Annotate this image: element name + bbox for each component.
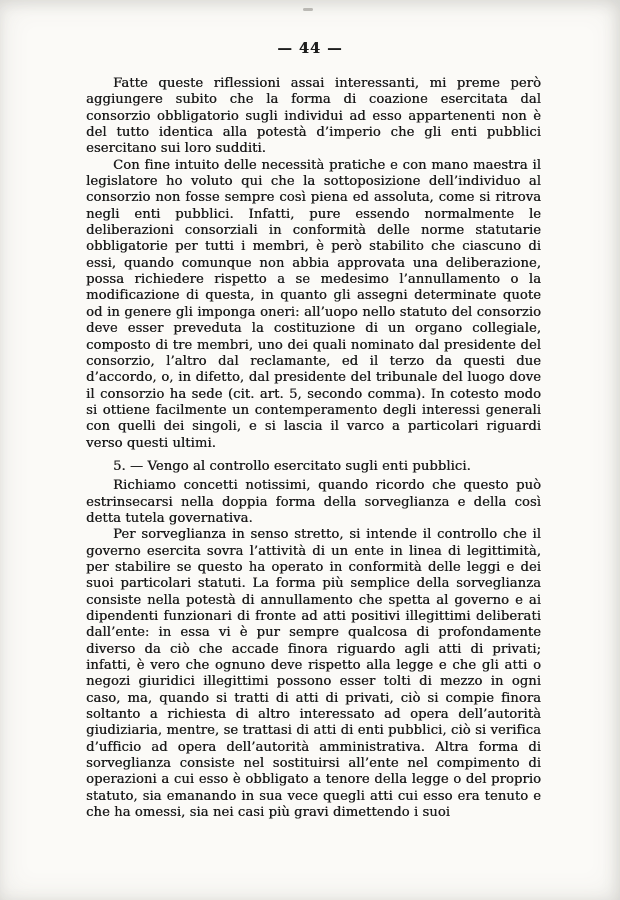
scan-artifact [303,8,313,11]
paragraph: Richiamo concetti notissimi, quando ricordo che questo può estrinsecarsi nella doppia forma della sorveglianza e della così detta tutela governativa. [86,478,541,526]
section-heading: 5. — Vengo al controllo esercitato sugli enti pubblici. [113,458,471,474]
paragraph: Con fine intuito delle necessità pratiche e con mano maestra il legislatore ho voluto qui che la sottoposizione dell’individuo al consorzio non fosse sempre così piena ed assoluta, come si ritrova negli enti pubblici. Infatti, pure essendo normalmente le deliberazioni consorziali in conformità delle norme statutarie obbligatorie per tutti i membri, è però stabilito che ciascuno di essi, quando comunque non abbia approvata una deliberazione, possa richiedere rispetto a se medesimo l’annullamento o la modificazione di questa, in quanto gli assegni determinate quote od in genere gli imponga oneri: all’uopo nello statuto del consorzio deve esser preveduta la costituzione di un organo collegiale, composto di tre membri, uno dei quali nominato dal presidente del consorzio, l’altro dal reclamante, ed il terzo da questi due d’accordo, o, in difetto, dal presidente del tribunale del luogo dove il consorzio ha sede (cit. art. 5, secondo comma). In cotesto modo si ottiene facilmente un contemperamento degli interessi generali con quelli dei singoli, e si lascia il varco a particolari riguardi verso questi ultimi. [86,157,541,451]
paragraph: Per sorveglianza in senso stretto, si intende il controllo che il governo esercita sovra l’attività di un ente in linea di legittimità, per stabilire se questo ha operato in conformità delle leggi e dei suoi particolari statuti. La forma più semplice della sorveglianza consiste nella potestà di annullamento che spetta al governo e ai dipendenti funzionari di fronte ad atti positivi illegittimi deliberati dall’ente: in essa vi è pur sempre qualcosa di profondamente diverso da ciò che accade finora riguardo agli atti di privati; infatti, è vero che ognuno deve rispetto alla legge e che gli atti o negozi giuridici illegittimi possono esser tolti di mezzo in ogni caso, ma, quando si tratti di atti di privati, ciò si compie finora soltanto a richiesta di altro interessato ad opera dell’autorità giudiziaria, mentre, se trattasi di atti di enti pubblici, ciò si verifica d’ufficio ad opera dell’autorità amministrativa. Altra forma di sorveglianza consiste nel sostituirsi all’ente nel compimento di operazioni a cui esso è obbligato a tenore della legge o del proprio statuto, sia emanando in sua vece quegli atti cui esso era tenuto e che ha omessi, sia nei casi più gravi dimettendo i suoi [86,527,541,821]
body-text [86,76,541,821]
page-number: — 44 — [277,40,343,57]
paragraph: Fatte queste riflessioni assai interessanti, mi preme però aggiungere subito che la forma di coazione esercitata dal consorzio obbligatorio sugli individui ad esso appartenenti non è del tutto identica alla potestà d’imperio che gli enti pubblici esercitano sui loro sudditi. [86,76,541,157]
